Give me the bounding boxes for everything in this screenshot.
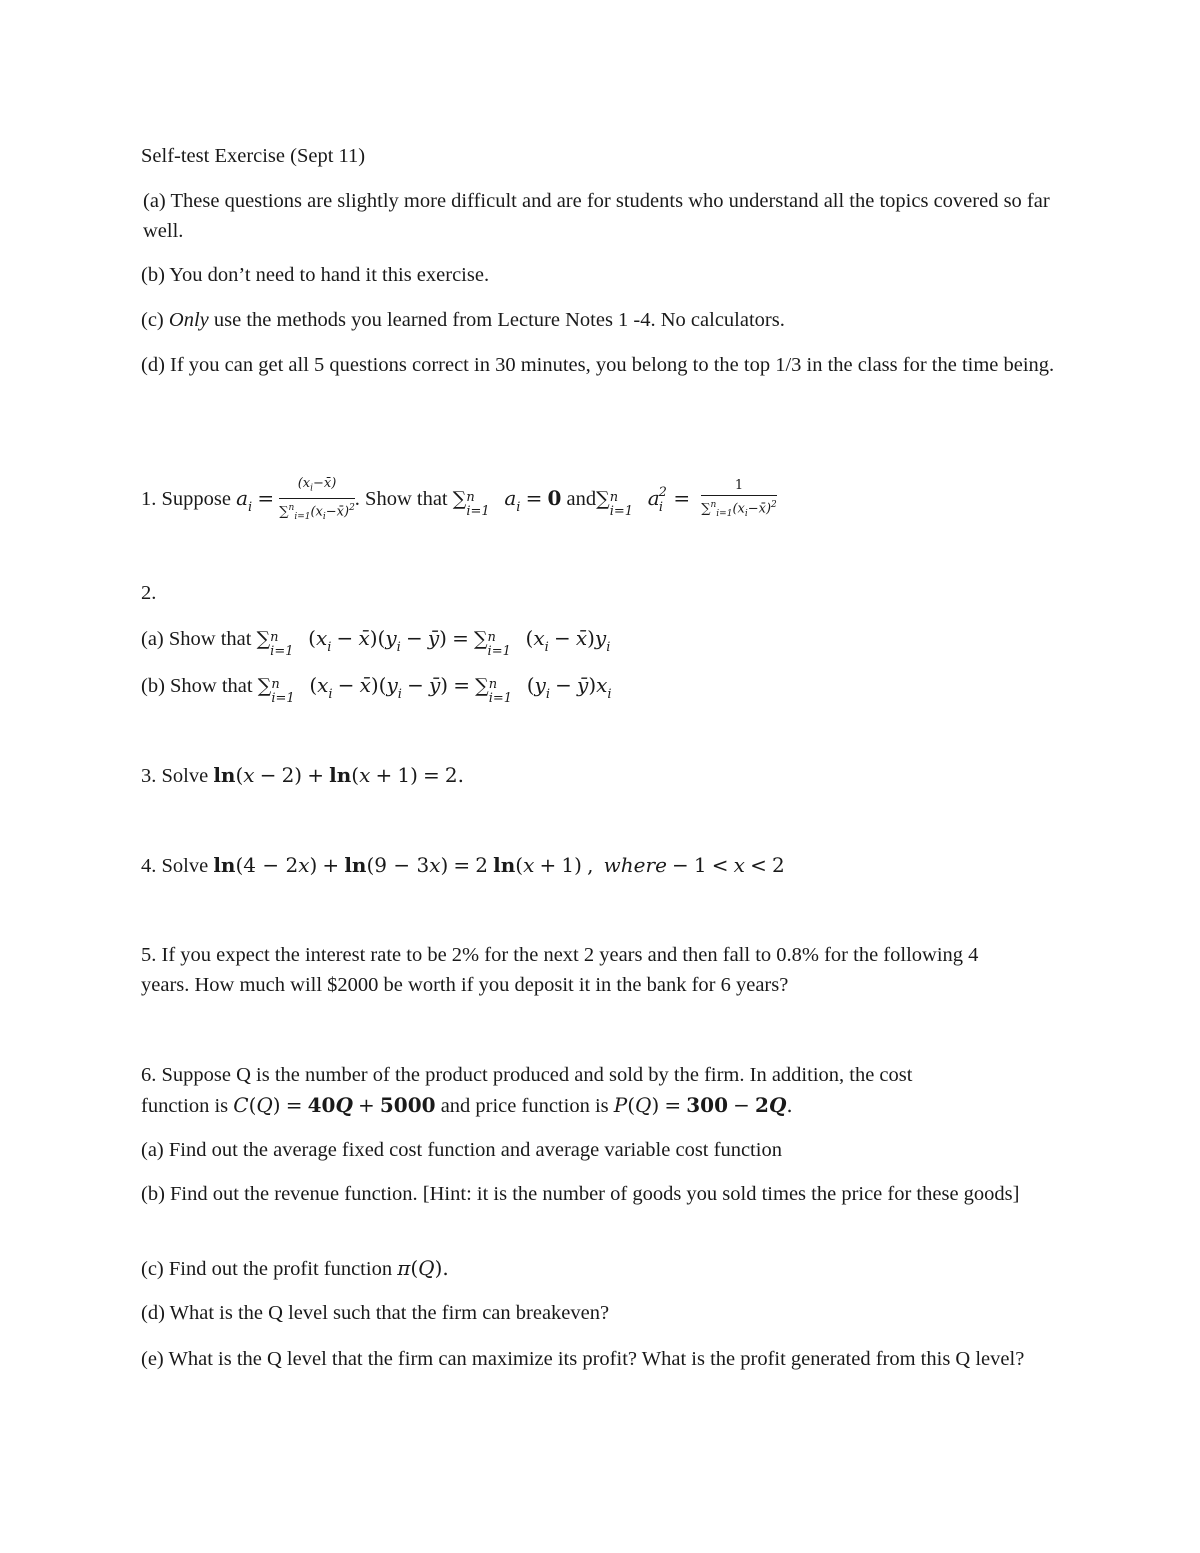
question-6-intro-2: function is C(Q) = 40Q + 5000 and price function is P(Q) = 300 − 2Q. xyxy=(141,1093,793,1117)
q6-price-function-is: and price function is xyxy=(440,1095,609,1117)
note-c-rest: use the methods you learned from Lecture Notes 1 -4. No calculators. xyxy=(208,309,785,331)
question-6b: (b) Find out the revenue function. [Hint: it is the number of goods you sold times the price for these goods] xyxy=(141,1183,1020,1205)
note-c xyxy=(141,305,1061,335)
q6-function-is: function is xyxy=(141,1095,229,1117)
note-b: (b) You don’t need to hand it this exercise. xyxy=(141,264,490,286)
question-4: 4. Solve ln(4 − 2x) + ln(9 − 3x) = 2 ln(x + 1) , where − 1 < x < 2 xyxy=(141,853,785,877)
question-5: 5. If you expect the interest rate to be 2% for the next 2 years and then fall to 0.8% for the following 4 years. How much will $2000 be worth if you deposit it in the bank for 6 years? xyxy=(141,944,979,996)
note-a: (a) These questions are slightly more difficult and are for students who understand all the topics covered so far well. xyxy=(143,190,1050,242)
q1-fraction-1: $\frac{(x_i-x̄)}{\sum^n_{i=1}(x_i-x̄)^2}$ xyxy=(279,476,355,522)
question-6c: (c) Find out the profit function π(Q). xyxy=(141,1256,449,1280)
q1-and: and xyxy=(566,487,597,510)
question-2b: (b) Show that ∑ n i=1 ($x_i$ − $x̄)(y_i$ − ȳ) = ∑ n i=1 ($y_i$ − $ȳ)x_i$ xyxy=(141,673,612,706)
q2b-prefix: (b) Show that xyxy=(141,675,253,697)
note-d: (d) If you can get all 5 questions correct in 30 minutes, you belong to the top 1/3 in the class for the time being. xyxy=(141,354,1055,376)
page-title: Self-test Exercise (Sept 11) xyxy=(141,145,366,167)
question-3: 3. Solve ln(x − 2) + ln(x + 1) = 2. xyxy=(141,763,465,787)
question-6-intro-1: 6. Suppose Q is the number of the product produced and sold by the firm. In addition, the cost xyxy=(141,1064,913,1086)
question-6a: (a) Find out the average fixed cost function and average variable cost function xyxy=(141,1139,782,1161)
note-c-only: Only xyxy=(168,309,209,331)
question-2-number: 2. xyxy=(141,582,157,604)
q1-prefix: 1. Suppose xyxy=(141,487,231,510)
q3-prefix: 3. Solve xyxy=(141,765,209,787)
question-6e: (e) What is the Q level that the firm can maximize its profit? What is the profit generated from this Q level? xyxy=(141,1348,1025,1370)
q1-show-that: . Show that xyxy=(354,487,448,510)
question-6d: (d) What is the Q level such that the firm can breakeven? xyxy=(141,1302,610,1324)
q4-prefix: 4. Solve xyxy=(141,855,209,877)
q2a-prefix: (a) Show that xyxy=(141,628,252,650)
q6c-prefix: (c) Find out the profit function xyxy=(141,1258,393,1280)
note-c-prefix: (c) xyxy=(141,309,169,331)
question-2a: (a) Show that ∑ n i=1 ($x_i$ − $x̄)(y_i$ − ȳ) = ∑ n i=1 ($x_i$ − $x̄)y_i$ xyxy=(141,626,611,659)
question-1: 1. Suppose $a_i$ = $\frac{(x_i-x̄)}{\sum^n_{i=1}(x_i-x̄)^2}$ . Show that ∑ n i=1 $a_i = 0$ and∑ n i=1 $a^2_i$ = $\frac{1}{\sum^n_{i=1}(x_i-x̄)^2}$ xyxy=(141,476,1061,525)
q1-fraction-2: $\frac{1}{\sum^n_{i=1}(x_i-x̄)^2}$ xyxy=(701,478,777,520)
